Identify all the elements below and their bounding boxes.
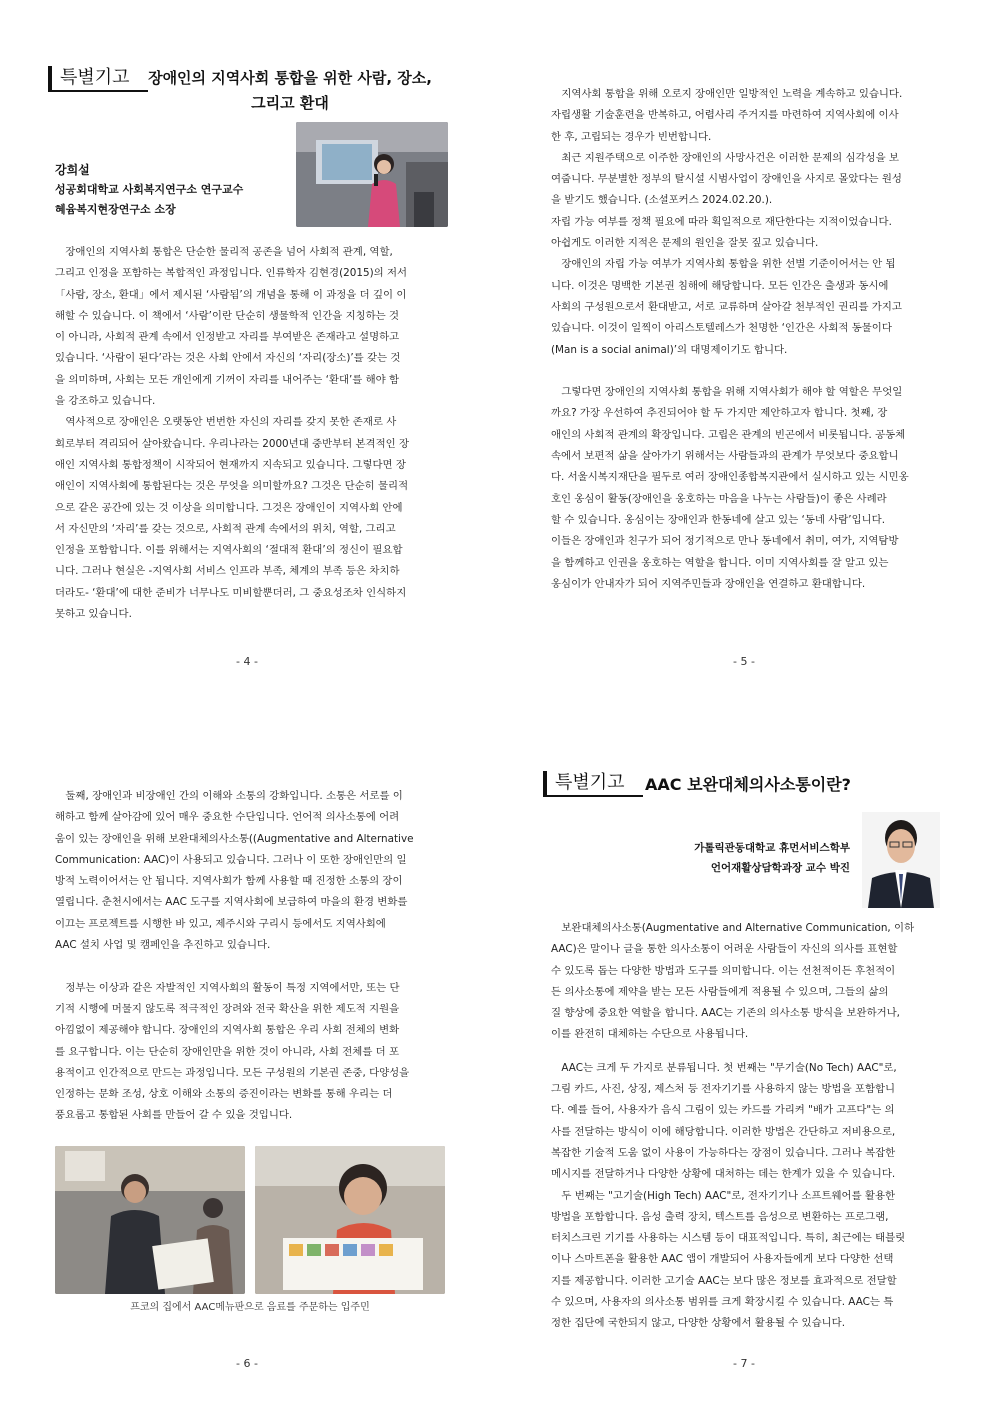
p6-line: 아낌없이 제공해야 합니다. 장애인의 지역사회 통합은 우리 사회 전체의 변화 xyxy=(55,1024,400,1037)
p4-line: 인정을 포함합니다. 이를 위해서는 지역사회의 ‘절대적 환대’의 정신이 필요합 xyxy=(55,544,403,557)
p6-line: Communication: AAC)이 사용되고 있습니다. 그러나 이 또한 장애인만의 일 xyxy=(55,853,407,866)
p7-blank-line xyxy=(551,1046,941,1058)
p5-line: 할 수 있습니다. 옹심이는 장애인과 한동네에 살고 있는 ‘동네 사람’입니다. xyxy=(551,513,886,526)
p4-line: 있습니다. ‘사람이 된다’라는 것은 사회 안에서 자신의 ‘자리(장소)’를 갖는 것 xyxy=(55,352,401,365)
p7-author-block xyxy=(640,838,850,878)
p4-line: 회로부터 격리되어 살아왔습니다. 우리나라는 2000년대 중반부터 본격적인 장 xyxy=(55,437,409,450)
p4-line: 그리고 인정을 포함하는 복합적인 과정입니다. 인류학자 김현경(2015)의 저서 xyxy=(55,267,408,280)
p4-line: 애인이 지역사회에 통합된다는 것은 무엇을 의미할까요? 그것은 단순히 물리적 xyxy=(55,480,409,493)
p7-line: 수 있도록 돕는 다양한 방법과 도구를 의미합니다. 이는 선천적이든 후천적이 xyxy=(551,964,896,977)
p4-line: 니다. 그러나 현실은 -지역사회 서비스 인프라 부족, 체계의 부족 등은 차치하 xyxy=(55,565,400,578)
p5-line: 장애인의 자립 가능 여부가 지역사회 통합을 위한 선별 기준이어서는 안 됩 xyxy=(561,258,896,271)
cafe-photo-image xyxy=(55,1146,245,1294)
p7-line: 복잡한 기술적 도움 없이 사용이 가능하다는 장점이 있습니다. 그러나 복잡한 xyxy=(551,1146,896,1159)
p5-blank-line xyxy=(551,361,941,382)
p5-line: 다. 서울시복지재단을 필두로 여러 장애인종합복지관에서 실시하고 있는 시민옹 xyxy=(551,471,909,484)
p7-line: 든 의사소통에 제약을 받는 모든 사람들에게 적용될 수 있으며, 그들의 삶의 xyxy=(551,985,889,998)
p6-line: 기적 시행에 머물지 않도록 적극적인 장려와 전국 확산을 위한 제도적 지원을 xyxy=(55,1002,400,1015)
p5-line: 사회의 구성원으로서 환대받고, 서로 교류하며 살아갈 천부적인 권리를 가지고 xyxy=(551,300,902,313)
p4-line: 서 자신만의 ‘자리’를 갖는 것으로, 사회적 관계 속에서의 위치, 역할, 그리고 xyxy=(55,522,396,535)
p6-line: 둘째, 장애인과 비장애인 간의 이해와 소통의 강화입니다. 소통은 서로를 이 xyxy=(65,790,403,802)
menu-board-photo-image xyxy=(255,1146,445,1294)
p4-author-affiliation-2: 혜윰복지현장연구소 소장 xyxy=(55,203,176,216)
p6-photo-caption: 프코의 집에서 AAC메뉴판으로 음료를 주문하는 입주민 xyxy=(130,1302,370,1313)
p4-line: 으로 같은 공간에 있는 것 이상을 의미합니다. 그것은 장애인이 지역사회 안에 xyxy=(55,501,403,514)
p4-author-name: 강희설 xyxy=(55,163,90,177)
p7-line: 방법을 포함합니다. 음성 출력 장치, 텍스트를 음성으로 변환하는 프로그램, xyxy=(551,1210,889,1223)
p7-line: AAC)은 말이나 글을 통한 의사소통이 어려운 사람들이 자신의 의사를 표현할 xyxy=(551,943,898,956)
p6-line: 방적 노력이어서는 안 됩니다. 지역사회가 함께 사용할 때 진정한 소통의 장이 xyxy=(55,875,403,888)
p4-author-photo xyxy=(296,122,448,227)
speaker-photo-image xyxy=(296,122,448,227)
p4-line: 더라도- ‘환대’에 대한 준비가 너무나도 미비할뿐더러, 그 중요성조차 인식하지 xyxy=(55,586,407,599)
p7-line: 지를 제공합니다. 이러한 고기술 AAC는 보다 많은 정보를 효과적으로 전달할 xyxy=(551,1274,897,1287)
p7-line: 수 있으며, 사용자의 의사소통 범위를 크게 확장시킬 수 있습니다. AAC는 특 xyxy=(551,1296,894,1309)
p6-line: 이끄는 프로젝트를 시행한 바 있고, 제주시와 구리시 등에서도 지역사회에 xyxy=(55,917,386,930)
p4-line: 이 아니라, 사회적 관계 속에서 인정받고 자리를 부여받은 존재라고 설명하고 xyxy=(55,331,400,344)
p7-line: 정한 집단에 국한되지 않고, 다양한 상황에서 활용될 수 있습니다. xyxy=(551,1317,845,1330)
p6-photo-right xyxy=(255,1146,445,1294)
p6-photo-left xyxy=(55,1146,245,1294)
p4-line: 역사적으로 장애인은 오랫동안 번번한 자신의 자리를 갖지 못한 존재로 사 xyxy=(65,416,397,429)
p4-page-number: - 4 - xyxy=(236,655,258,668)
p7-line: 보완대체의사소통(Augmentative and Alternative Communication, 이하 xyxy=(561,922,915,934)
p7-line: 두 번째는 "고기술(High Tech) AAC"로, 전자기기나 소프트웨어를 활용한 xyxy=(561,1189,896,1202)
p5-line: 한 후, 고립되는 경우가 빈번합니다. xyxy=(551,130,712,143)
headshot-image xyxy=(862,812,940,908)
p7-line: 이를 완전히 대체하는 수단으로 사용됩니다. xyxy=(551,1028,749,1041)
p5-line: 최근 지원주택으로 이주한 장애인의 사망사건은 이러한 문제의 심각성을 보 xyxy=(561,151,899,164)
p6-line: 정부는 이상과 같은 자발적인 지역사회의 활동이 특정 지역에서만, 또는 단 xyxy=(65,981,400,994)
p5-line: 지역사회 통합을 위해 오로지 장애인만 일방적인 노력을 계속하고 있습니다. xyxy=(561,88,903,100)
p5-page-number: - 5 - xyxy=(733,655,755,668)
p7-section-tag: 특별기고 xyxy=(543,771,643,797)
p7-line: AAC는 크게 두 가지로 분류됩니다. 첫 번째는 "무기술(No Tech) AAC"로, xyxy=(561,1061,897,1074)
p6-line: 를 요구합니다. 이는 단순히 장애인만을 위한 것이 아니라, 사회 전체를 더 포 xyxy=(55,1045,400,1058)
p7-author-name: 언어재활상담학과장 교수 박진 xyxy=(710,862,850,874)
p4-author-affiliation-1: 성공회대학교 사회복지연구소 연구교수 xyxy=(55,183,244,196)
p4-title-line-2: 그리고 환대 xyxy=(251,94,329,112)
p7-author-affiliation: 가톨릭관동대학교 휴먼서비스학부 xyxy=(694,842,850,854)
p4-line: 장애인의 지역사회 통합은 단순한 물리적 공존을 넘어 사회적 관계, 역할, xyxy=(65,246,393,258)
p6-line: 해하고 함께 살아감에 있어 매우 중요한 수단입니다. 언어적 의사소통에 어려 xyxy=(55,811,400,824)
p5-line: 을 함께하고 인권을 옹호하는 역할을 합니다. 이미 지역사회를 잘 알고 있는 xyxy=(551,556,889,569)
p7-body xyxy=(551,918,941,1335)
p6-line: 용적이고 인간적으로 만드는 과정입니다. 모든 구성원의 기본권 존중, 다양성을 xyxy=(55,1066,410,1079)
p5-line: 이들은 장애인과 친구가 되어 정기적으로 만나 동네에서 취미, 여가, 지역탐방 xyxy=(551,535,899,548)
p7-author-headshot xyxy=(862,812,940,908)
p5-line: 옹심이가 안내자가 되어 지역주민들과 장애인을 연결하고 환대합니다. xyxy=(551,577,866,590)
p5-line: 그렇다면 장애인의 지역사회 통합을 위해 지역사회가 해야 할 역할은 무엇일 xyxy=(561,386,903,399)
p6-line: 움이 있는 장애인을 위해 보완대체의사소통((Augmentative and Alternative xyxy=(55,832,414,845)
p5-line: (Man is a social animal)’의 대명제이기도 합니다. xyxy=(551,343,788,356)
p5-body xyxy=(551,84,941,595)
p7-line: 다. 예를 들어, 사용자가 음식 그림이 있는 카드를 가리켜 "배가 고프다"는 의 xyxy=(551,1104,895,1117)
p5-line: 아쉽게도 이러한 지적은 문제의 원인을 잘못 짚고 있습니다. xyxy=(551,237,819,250)
p4-line: 못하고 있습니다. xyxy=(55,608,132,621)
p5-line: 을 받기도 했습니다. (소셜포커스 2024.02.20.). xyxy=(551,194,773,207)
p7-page-number: - 7 - xyxy=(733,1357,755,1370)
p4-section-tag: 특별기고 xyxy=(48,66,148,92)
p7-line: 터치스크린 기기를 사용하는 시스템 등이 대표적입니다. 특히, 최근에는 태블릿 xyxy=(551,1232,906,1245)
p6-body xyxy=(55,786,445,1127)
p4-line: 애인 지역사회 통합정책이 시작되어 현재까지 지속되고 있습니다. 그렇다면 장 xyxy=(55,458,406,471)
p5-line: 니다. 이것은 명백한 기본권 침해에 해당합니다. 모든 인간은 출생과 동시에 xyxy=(551,279,889,292)
p6-line: 인정하는 문화 조성, 상호 이해와 소통의 증진이라는 변화를 통해 우리는 더 xyxy=(55,1088,393,1101)
p7-line: 이나 스마트폰을 활용한 AAC 앱이 개발되어 사용자들에게 보다 다양한 선택 xyxy=(551,1253,894,1266)
p7-article-title: AAC 보완대체의사소통이란? xyxy=(645,775,851,794)
p5-line: 자립 가능 여부를 정책 필요에 따라 획일적으로 재단한다는 지적이었습니다. xyxy=(551,215,892,228)
p6-line: AAC 설치 사업 및 캠페인을 추진하고 있습니다. xyxy=(55,939,271,952)
p4-body xyxy=(55,242,445,625)
p5-line: 자립생활 기술훈련을 반복하고, 어렵사리 주거지를 마련하여 지역사회에 이사 xyxy=(551,109,899,122)
p5-line: 애인의 사회적 관계의 확장입니다. 고립은 관계의 빈곤에서 비롯됩니다. 공동체 xyxy=(551,428,906,441)
p7-line: 메시지를 전달하거나 다양한 상황에 대처하는 데는 한계가 있을 수 있습니다. xyxy=(551,1168,896,1181)
p4-line: 해할 수 있습니다. 이 책에서 ‘사람’이란 단순히 생물학적 인간을 지칭하는 것 xyxy=(55,309,400,322)
p7-line: 그림 카드, 사진, 상징, 제스처 등 전자기기를 사용하지 않는 방법을 포함합니 xyxy=(551,1083,896,1096)
p4-line: 「사람, 장소, 환대」에서 제시된 ‘사람됨’의 개념을 통해 이 과정을 더 깊이 이 xyxy=(55,288,407,301)
p4-author-block xyxy=(55,160,295,220)
p7-line: 질 향상에 중요한 역할을 합니다. AAC는 기존의 의사소통 방식을 보완하거나, xyxy=(551,1007,900,1020)
p5-line: 있습니다. 이것이 일찍이 아리스토텔레스가 천명한 ‘인간은 사회적 동물이다 xyxy=(551,322,892,335)
p5-line: 속에서 보편적 삶을 살아가기 위해서는 사람들과의 관계가 무엇보다 중요합니 xyxy=(551,450,899,463)
p4-line: 을 강조하고 있습니다. xyxy=(55,395,156,408)
p5-line: 까요? 가장 우선하여 추진되어야 할 두 가지만 제안하고자 합니다. 첫째, 장 xyxy=(551,407,888,420)
p5-line: 호인 옹심이 활동(장애인을 옹호하는 마음을 나누는 사람들)이 좋은 사례라 xyxy=(551,492,887,505)
p4-title-line-1: 장애인의 지역사회 통합을 위한 사람, 장소, xyxy=(148,69,432,87)
p4-article-title xyxy=(140,66,440,116)
p7-line: 사를 전달하는 방식이 이에 해당합니다. 이러한 방법은 간단하고 저비용으로, xyxy=(551,1125,896,1138)
p6-blank-line xyxy=(55,956,445,977)
p4-line: 을 의미하며, 사회는 모든 개인에게 기꺼이 자리를 내어주는 ‘환대’를 해야 함 xyxy=(55,373,400,386)
p6-page-number: - 6 - xyxy=(236,1357,258,1370)
p6-line: 열립니다. 춘천시에서는 AAC 도구를 지역사회에 보급하여 마을의 환경 변화를 xyxy=(55,896,408,909)
p6-line: 풍요롭고 통합된 사회를 만들어 갈 수 있을 것입니다. xyxy=(55,1109,293,1122)
p5-line: 여줍니다. 무분별한 정부의 탈시설 시범사업이 장애인을 사지로 몰았다는 원성 xyxy=(551,173,902,186)
